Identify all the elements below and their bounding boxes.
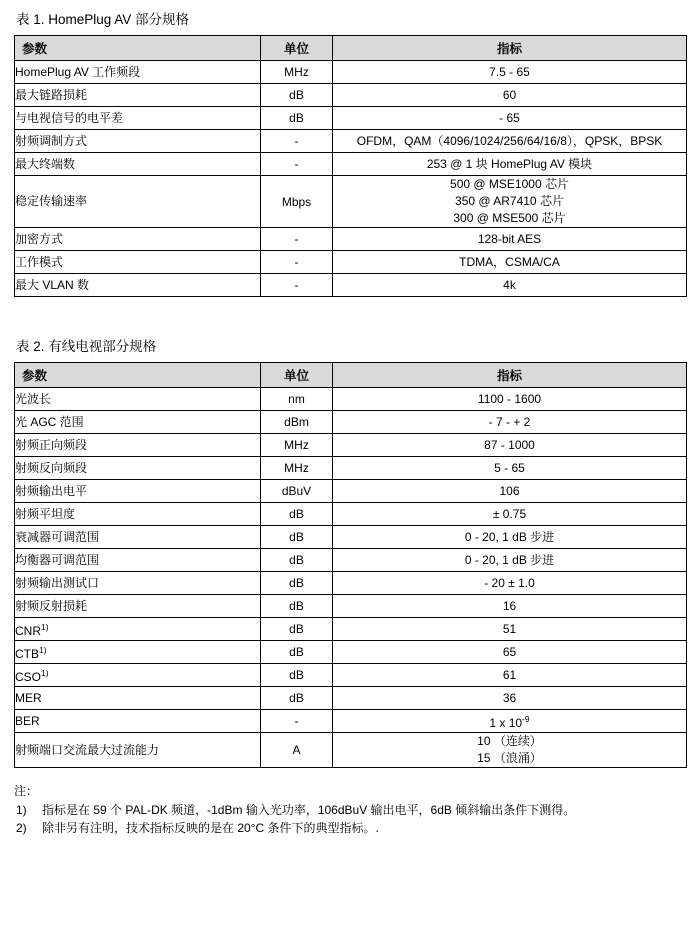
table-row	[15, 503, 687, 526]
row-param: 光波长	[15, 388, 261, 411]
footnote-number: 1)	[16, 803, 27, 817]
row-value	[333, 733, 687, 768]
row-unit: Mbps	[261, 176, 333, 228]
row-param: MER	[15, 687, 261, 710]
table-row	[15, 664, 687, 687]
table-2-caption: 表 2. 有线电视部分规格	[16, 339, 157, 354]
table-row	[15, 153, 687, 176]
row-value: TDMA，CSMA/CA	[333, 251, 687, 274]
row-value: 51	[333, 618, 687, 641]
table-row	[15, 388, 687, 411]
row-unit: MHz	[261, 434, 333, 457]
table-row	[15, 274, 687, 297]
row-param	[15, 664, 261, 687]
table-row	[15, 61, 687, 84]
footnotes-title: 注：	[14, 784, 39, 798]
row-value-base: 1 x 10	[489, 715, 523, 730]
row-param: 工作模式	[15, 251, 261, 274]
homeplug-av-spec-table	[14, 35, 687, 297]
row-unit: dB	[261, 572, 333, 595]
table-row	[15, 434, 687, 457]
row-value: 60	[333, 84, 687, 107]
footnote-number: 2)	[16, 821, 27, 835]
row-unit: dB	[261, 618, 333, 641]
row-param: 最大链路损耗	[15, 84, 261, 107]
row-value: 61	[333, 664, 687, 687]
column-header-unit: 单位	[261, 36, 333, 61]
table-header-row	[15, 36, 687, 61]
row-value	[333, 176, 687, 228]
table-row	[15, 84, 687, 107]
column-header-unit: 单位	[261, 363, 333, 388]
footnote-item	[14, 819, 686, 837]
row-param: 射频反向频段	[15, 457, 261, 480]
row-param: 衰减器可调范围	[15, 526, 261, 549]
footnote-item	[14, 801, 686, 819]
row-param-text: CTB	[15, 646, 39, 661]
row-value: OFDM，QAM（4096/1024/256/64/16/8），QPSK，BPSK	[333, 130, 687, 153]
row-value: 106	[333, 480, 687, 503]
section-gap	[14, 297, 686, 337]
footnote-marker: 1)	[39, 644, 47, 655]
row-unit: dB	[261, 664, 333, 687]
table-row	[15, 710, 687, 733]
column-header-value: 指标	[333, 363, 687, 388]
row-unit: MHz	[261, 61, 333, 84]
row-unit: -	[261, 251, 333, 274]
table-row	[15, 618, 687, 641]
row-unit: dB	[261, 595, 333, 618]
footnote-marker: 1)	[41, 667, 49, 678]
row-param: 射频输出测试口	[15, 572, 261, 595]
row-param: 稳定传输速率	[15, 176, 261, 228]
table-row	[15, 130, 687, 153]
row-param: 射频输出电平	[15, 480, 261, 503]
row-value: - 7 - + 2	[333, 411, 687, 434]
row-param: 光 AGC 范围	[15, 411, 261, 434]
table-row	[15, 733, 687, 768]
row-value: - 65	[333, 107, 687, 130]
row-value: - 20 ± 1.0	[333, 572, 687, 595]
table-row	[15, 572, 687, 595]
row-param: BER	[15, 710, 261, 733]
table-row	[15, 107, 687, 130]
row-value-line: 10 （连续）	[477, 734, 542, 748]
row-param	[15, 641, 261, 664]
row-param: HomePlug AV 工作频段	[15, 61, 261, 84]
row-value: 87 - 1000	[333, 434, 687, 457]
table-row	[15, 526, 687, 549]
row-param-text: CNR	[15, 623, 41, 638]
row-param: 最大 VLAN 数	[15, 274, 261, 297]
row-value	[333, 710, 687, 733]
row-unit: MHz	[261, 457, 333, 480]
row-param: 最大终端数	[15, 153, 261, 176]
column-header-value: 指标	[333, 36, 687, 61]
table-row	[15, 176, 687, 228]
table-header-row	[15, 363, 687, 388]
row-param: 射频平坦度	[15, 503, 261, 526]
footnote-text: 除非另有注明，技术指标反映的是在 20°C 条件下的典型指标。.	[42, 821, 379, 835]
row-unit: -	[261, 228, 333, 251]
row-param: 射频调制方式	[15, 130, 261, 153]
row-unit: dB	[261, 549, 333, 572]
row-value-line: 350 @ AR7410 芯片	[455, 194, 564, 208]
row-value: 0 - 20, 1 dB 步进	[333, 526, 687, 549]
row-value: 1100 - 1600	[333, 388, 687, 411]
table-row	[15, 595, 687, 618]
table-row	[15, 457, 687, 480]
table-row	[15, 228, 687, 251]
footnote-marker: 1)	[41, 621, 49, 632]
row-param: 与电视信号的电平差	[15, 107, 261, 130]
row-value: 36	[333, 687, 687, 710]
row-unit: -	[261, 130, 333, 153]
table-row	[15, 549, 687, 572]
row-unit: nm	[261, 388, 333, 411]
row-value: ± 0.75	[333, 503, 687, 526]
row-value: 4k	[333, 274, 687, 297]
table-row	[15, 411, 687, 434]
row-unit: dB	[261, 107, 333, 130]
row-unit: dB	[261, 526, 333, 549]
table-row	[15, 687, 687, 710]
row-param: 射频正向频段	[15, 434, 261, 457]
row-param-text: CSO	[15, 669, 42, 684]
footnotes	[14, 782, 686, 837]
row-value-line: 15 （浪涌）	[477, 751, 542, 765]
row-value-exponent: -9	[522, 713, 530, 724]
table-1-caption: 表 1. HomePlug AV 部分规格	[16, 12, 190, 27]
row-unit: dBuV	[261, 480, 333, 503]
row-unit: -	[261, 274, 333, 297]
row-value: 5 - 65	[333, 457, 687, 480]
row-unit: dBm	[261, 411, 333, 434]
row-value: 128-bit AES	[333, 228, 687, 251]
footnote-text: 指标是在 59 个 PAL-DK 频道，-1dBm 输入光功率，106dBuV 输出电平，6dB 倾斜输出条件下测得。	[42, 803, 576, 817]
table-row	[15, 251, 687, 274]
row-unit: dB	[261, 503, 333, 526]
row-param: 均衡器可调范围	[15, 549, 261, 572]
row-unit: dB	[261, 687, 333, 710]
row-unit: A	[261, 733, 333, 768]
table-row	[15, 641, 687, 664]
row-value: 0 - 20, 1 dB 步进	[333, 549, 687, 572]
row-value: 253 @ 1 块 HomePlug AV 模块	[333, 153, 687, 176]
column-header-param: 参数	[15, 36, 261, 61]
row-value-line: 300 @ MSE500 芯片	[453, 211, 566, 225]
row-value: 65	[333, 641, 687, 664]
column-header-param: 参数	[15, 363, 261, 388]
row-param: 射频反射损耗	[15, 595, 261, 618]
catv-spec-table	[14, 362, 687, 768]
table-row	[15, 480, 687, 503]
row-value-line: 500 @ MSE1000 芯片	[450, 177, 569, 191]
row-unit: -	[261, 710, 333, 733]
row-unit: dB	[261, 641, 333, 664]
row-unit: -	[261, 153, 333, 176]
row-unit: dB	[261, 84, 333, 107]
row-value: 16	[333, 595, 687, 618]
row-param: 射频端口交流最大过流能力	[15, 733, 261, 768]
row-param	[15, 618, 261, 641]
row-value: 7.5 - 65	[333, 61, 687, 84]
row-param: 加密方式	[15, 228, 261, 251]
